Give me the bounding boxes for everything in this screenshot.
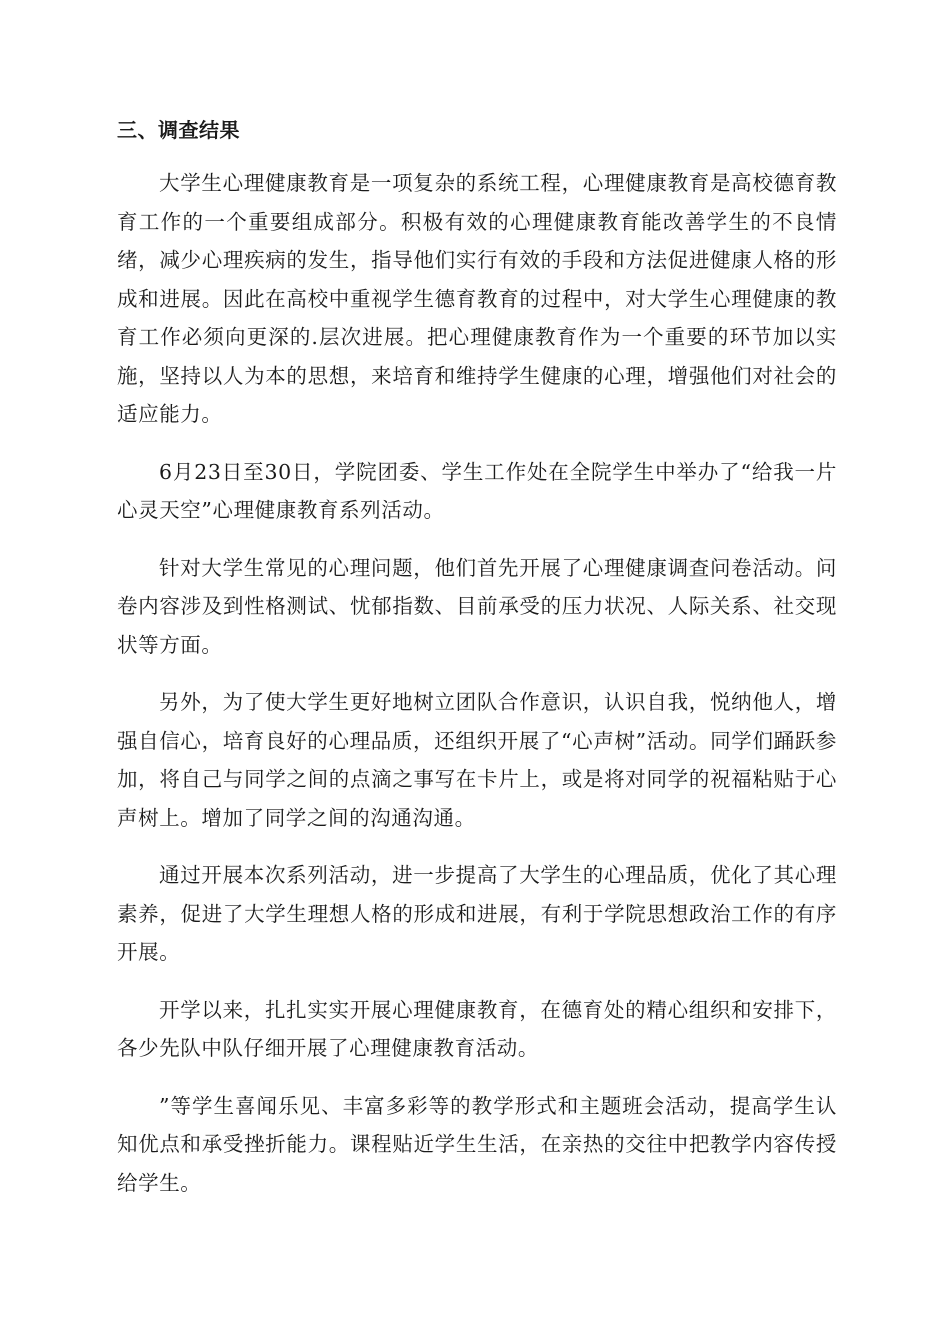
- paragraph-teaching-forms: ”等学生喜闻乐见、丰富多彩等的教学形式和主题班会活动，提高学生认知优点和承受挫折能力。课程贴近学生生活，在亲热的交往中把教学内容传授给学生。: [117, 1093, 837, 1195]
- paragraph-event-dates: 6月23日至30日，学院团委、学生工作处在全院学生中举办了“给我一片心灵天空”心理健康教育系列活动。: [117, 459, 837, 522]
- paragraph-outcome: 通过开展本次系列活动，进一步提高了大学生的心理品质，优化了其心理素养，促进了大学生理想人格的形成和进展，有利于学院思想政治工作的有序开展。: [117, 863, 837, 964]
- document-body: [117, 112, 837, 1221]
- paragraph-intro: 大学生心理健康教育是一项复杂的系统工程，心理健康教育是高校德育教育工作的一个重要组成部分。积极有效的心理健康教育能改善学生的不良情绪，减少心理疾病的发生，指导他们实行有效的手段和方法促进健康人格的形成和进展。因此在高校中重视学生德育教育的过程中，对大学生心理健康的教育工作必须向更深的.层次进展。把心理健康教育作为一个重要的环节加以实施，坚持以人为本的思想，来培育和维持学生健康的心理，增强他们对社会的适应能力。: [117, 171, 837, 426]
- section-heading: 三、调查结果: [117, 118, 240, 142]
- paragraph-heart-tree: 另外，为了使大学生更好地树立团队合作意识，认识自我，悦纳他人，增强自信心，培育良好的心理品质，还组织开展了“心声树”活动。同学们踊跃参加，将自己与同学之间的点滴之事写在卡片上，或是将对同学的祝福粘贴于心声树上。增加了同学之间的沟通沟通。: [117, 690, 837, 830]
- paragraph-survey: 针对大学生常见的心理问题，他们首先开展了心理健康调查问卷活动。问卷内容涉及到性格测试、忧郁指数、目前承受的压力状况、人际关系、社交现状等方面。: [117, 555, 837, 657]
- paragraph-semester: 开学以来，扎扎实实开展心理健康教育，在德育处的精心组织和安排下，各少先队中队仔细开展了心理健康教育活动。: [117, 997, 837, 1060]
